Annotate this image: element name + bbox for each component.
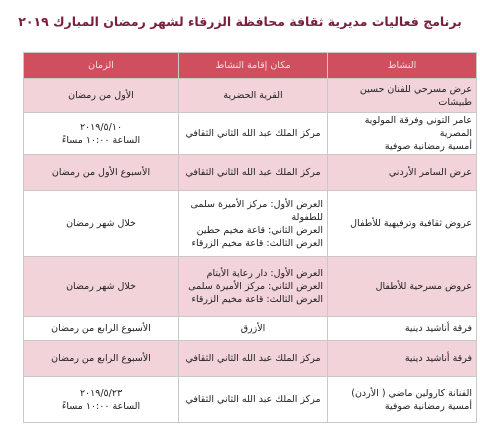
table-row <box>24 317 477 341</box>
activity-cell <box>328 79 477 113</box>
time-text: الأول من رمضان <box>68 90 134 101</box>
activity-cell <box>328 113 477 155</box>
place-text: مركز الملك عبد الله الثاني الثقافي <box>185 167 321 178</box>
time-text: الساعة ١٠:٠٠ مساءً <box>61 400 141 412</box>
place-text: القرية الحضرية <box>223 90 283 101</box>
table-row <box>24 341 477 377</box>
place-cell <box>179 257 328 317</box>
activity-cell <box>328 191 477 257</box>
activity-text: فرقة أناشيد دينية <box>404 353 472 364</box>
time-text: الأسبوع الرابع من رمضان <box>51 353 151 364</box>
header-place: مكان إقامة النشاط <box>179 53 328 79</box>
place-cell <box>179 317 328 341</box>
table-row <box>24 79 477 113</box>
table-row <box>24 113 477 155</box>
place-cell <box>179 341 328 377</box>
time-text: خلال شهر رمضان <box>66 281 136 292</box>
place-text: العرض الثالث: قاعة مخيم الزرقاء <box>191 237 323 249</box>
activity-text: عرض مسرحي للفنان حسين طبيشات <box>359 83 472 108</box>
time-cell <box>24 317 179 341</box>
time-text: خلال شهر رمضان <box>66 218 136 229</box>
table-row <box>24 191 477 257</box>
time-text: الساعة ١٠:٠٠ مساءً <box>61 134 141 146</box>
activity-text: عروض مسرحية للأطفال <box>375 281 472 292</box>
activity-text: عروض ثقافية وترفيهية للأطفال <box>350 218 472 229</box>
document-title: برنامج فعاليات مديرية ثقافة محافظة الزرقاء لشهر رمضان المبارك ٢٠١٩ <box>18 14 462 29</box>
header-row <box>24 53 477 79</box>
time-cell <box>24 113 179 155</box>
place-text: مركز الملك عبد الله الثاني الثقافي <box>185 394 321 405</box>
time-text: ٢٠١٩/٥/٢٣ <box>79 387 123 399</box>
activity-text: عرض السامر الأردني <box>388 167 472 178</box>
table-row <box>24 257 477 317</box>
place-cell <box>179 113 328 155</box>
time-cell <box>24 79 179 113</box>
time-cell <box>24 341 179 377</box>
place-text: العرض الثالث: قاعة مخيم الزرقاء <box>191 294 323 305</box>
place-text: العرض الأول: دار رعاية الأيتام <box>206 268 323 279</box>
place-text: مركز الملك عبد الله الثاني الثقافي <box>185 353 321 364</box>
activity-cell <box>328 257 477 317</box>
place-text: العرض الأول: مركز الأميرة سلمى للطفولة <box>190 198 323 223</box>
header-activity: النشاط <box>328 53 477 79</box>
place-cell <box>179 377 328 423</box>
place-text: العرض الثاني: مركز الأميرة سلمى <box>188 281 323 292</box>
place-text: الأزرق <box>240 323 266 334</box>
place-text: مركز الملك عبد الله الثاني الثقافي <box>185 128 321 139</box>
schedule-table <box>23 52 477 423</box>
place-cell <box>179 191 328 257</box>
activity-cell <box>328 341 477 377</box>
time-text: الأسبوع الأول من رمضان <box>51 167 151 178</box>
activity-cell <box>328 377 477 423</box>
activity-text: أمسية رمضانية صوفية <box>384 141 472 152</box>
time-text: ٢٠١٩/٥/١٠ <box>79 121 123 133</box>
activity-text: أمسية رمضانية صوفية <box>384 400 472 412</box>
header-time: الزمان <box>24 53 179 79</box>
place-text: العرض الثاني: قاعة مخيم حطين <box>196 224 323 236</box>
time-text: الأسبوع الرابع من رمضان <box>51 323 151 334</box>
activity-text: فرقة أناشيد دينية <box>404 323 472 334</box>
place-cell <box>179 79 328 113</box>
time-cell <box>24 191 179 257</box>
time-cell <box>24 257 179 317</box>
table-row <box>24 377 477 423</box>
activity-cell <box>328 155 477 191</box>
activity-text: الفنانة كارولين ماضي ( الأردن) <box>351 387 472 399</box>
time-cell <box>24 377 179 423</box>
activity-cell <box>328 317 477 341</box>
activity-text: عامر التوني وفرقة المولوية المصرية <box>364 115 472 139</box>
table-row <box>24 155 477 191</box>
place-cell <box>179 155 328 191</box>
time-cell <box>24 155 179 191</box>
